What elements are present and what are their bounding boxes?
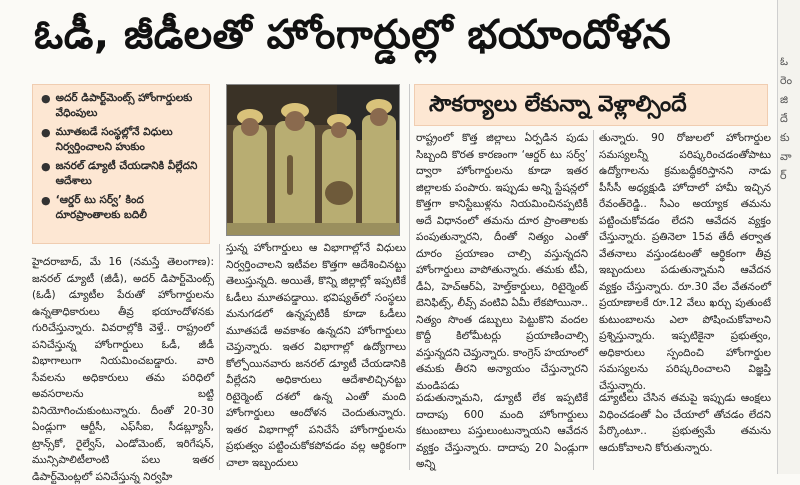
highlight-item	[41, 91, 203, 121]
article-column-2	[226, 240, 406, 469]
headline: ఓడీ, జీడీలతో హోంగార్డుల్లో భయాందోళన	[34, 12, 672, 58]
highlight-text: అదర్ డిపార్ట్‌మెంట్స్ హోంగార్డులకు వేధింపులు	[55, 92, 193, 119]
column-divider	[219, 244, 220, 470]
column-divider	[409, 84, 410, 470]
article-column-4b	[599, 390, 771, 470]
article-column-2b	[416, 390, 588, 470]
column-divider	[593, 130, 594, 470]
home-guards-photo	[226, 84, 400, 236]
highlight-item	[41, 193, 203, 223]
article-column-4	[599, 130, 771, 392]
subheadline-box	[414, 84, 768, 126]
article-paragraph: రాష్ట్రంలో కొత్త జిల్లాలు ఏర్పడిన పుడు సిబ్బంది కొరత కారణంగా ‘ఆర్డర్ టు సర్వ్’ ద్వారా హోంగార్డులను కూడా ఇతర జిల్లాలకు పంపారు. ఇప్పుడు అన్ని స్టేషన్లలో కొత్తగా కానిస్టేబుళ్లను నియమించినప్పటికీ అదే విధానంలో తమను దూర ప్రాంతాలకు పంపుతున్నారని, దీంతో నిత్యం ఎంతో దూరం ప్రయాణం చాల్సి వస్తున్నదని హోంగార్డులు వాపోతున్నారు. తమకు టీఏ, డీఏ, హెచ్‌ఆర్‌ఏ, హెల్త్‌కార్డులు, రిటైర్మెంట్ బెనిఫిట్స్, లీవ్స్ వంటివి ఏమీ లేకపోయినా.. నిత్యం సొంత డబ్బులు పెట్టుకొని వందల కొద్దీ కిలోమీటర్లు ప్రయాణించాల్సి వస్తున్నదని చెప్తున్నారు. కాంగ్రెస్ హయాంలో తమకు తీరని అన్యాయం చేస్తున్నారని మండిపడు	[416, 132, 588, 392]
bullet-icon: ●	[41, 126, 51, 139]
article-paragraph: హైదరాబాద్, మే 16 (నమస్తే తెలంగాణ): జనరల్ డ్యూటీ (జీడీ), అదర్ డిపార్ట్‌మెంట్స్ (ఓడీ) డ్యూటీల పేరుతో హోంగార్డులను ఉన్నతాధికారులు తీవ్ర భయాందోళనకు గురిచేస్తున్నారు. వివరాల్లోకి వెళ్తే.. రాష్ట్రంలో పనిచేస్తున్న హోంగార్డులు ఓడీ, జీడీ విభాగాలుగా నియమించబడ్డారు. వారి సేవలను అధికారులు తమ పరిధిలో అవసరాలను బట్టి వినియోగించుకుంటున్నారు. దీంతో 20-30 ఏండ్లుగా ఆర్టీసీ, ఎఫ్‌సీఐ, సీడబ్ల్యూసీ, ట్రాన్స్‌కో, రైల్వేస్, ఎండోమెంట్, ఇరిగేషన్, మున్సిపాలిటీలాంటి పలు ఇతర డిపార్ట్‌మెంట్లలో పనిచేస్తున్న నిర్వహి	[32, 256, 214, 483]
highlight-text: ‘ఆర్డర్ టు సర్వ్’ కింద దూరప్రాంతాలకు బదిలీ	[55, 194, 147, 221]
subheadline: సౌకర్యాలు లేకున్నా వెళ్లాల్సిందే	[429, 92, 687, 117]
highlight-text: మూతబడే సంస్థల్లోనే విధులు నిర్వర్తించాలని హుకుం	[55, 126, 173, 153]
bullet-icon: ●	[41, 194, 51, 207]
highlight-item	[41, 125, 203, 155]
highlight-text: జనరల్ డ్యూటీ చేయడానికి వీల్లేదని ఆదేశాలు	[55, 160, 198, 187]
article-paragraph: పడుతున్నామని, డ్యూటీ లేక ఇప్పటికే దాదాపు 600 మంది హోంగార్డులు కటుంబాలు పస్తులుంటున్నాయని ఆవేదన వ్యక్తం చేస్తున్నారు. దాదాపు 20 ఏండ్లుగా అన్ని	[416, 392, 588, 470]
bullet-icon: ●	[41, 92, 51, 105]
bullet-icon: ●	[41, 160, 51, 173]
photo-illustration	[227, 85, 399, 235]
highlights-box	[32, 84, 210, 244]
article-paragraph: స్తున్న హోంగార్డులు ఆ విభాగాల్లోనే విధులు నిర్వర్తించాలని ఇటీవల కొత్తగా ఆదేశించినట్టు తెలుస్తున్నది. అయితే, కొన్ని జిల్లాల్లో ఇప్పటికే ఓడీలు మూతపడ్డాయి. భవిష్యత్‌లో సంస్థలు మనుగడలో ఉన్నప్పటికీ కూడా ఓడీలు మూతపడే అవకాశం ఉన్నదని హోంగార్డులు చెప్తున్నారు. ఇతర విభాగాల్లో ఉద్యోగాలు కోల్పోయినవారు జనరల్ డ్యూటీ చేయడానికి వీల్లేదని అధికారులు ఆదేశాలిచ్చినట్టు రిటైర్మెంట్ దశలో ఉన్న ఎంతో మంది హోంగార్డులు ఆందోళన చెందుతున్నారు. ఇతర విభాగాల్లో పనిచేసే హోంగార్డులను ప్రభుత్వం పట్టించుకోకపోవడం వల్ల ఆర్థికంగా చాలా ఇబ్బందులు	[226, 242, 406, 469]
article-column-3	[416, 130, 588, 392]
highlight-item	[41, 159, 203, 189]
adjacent-article-strip	[777, 0, 800, 474]
article-paragraph: తున్నారు. 90 రోజులలో హోంగార్డుల సమస్యలన్నీ పరిష్కరించడంతోపాటు ఉద్యోగాలను క్రమబద్ధీకరిస్తానని నాడు పీసీసీ అధ్యక్షుడి హోదాలో హామీ ఇచ్చిన రేవంత్‌రెడ్డి.. సీఎం అయ్యాక తమను పట్టించుకోవడం లేదని ఆవేదన వ్యక్తం చేస్తున్నారు. ప్రతినెలా 15వ తేదీ తర్వాత వేతనాలు వస్తుండటంతో ఆర్థికంగా తీవ్ర ఇబ్బందులు పడుతున్నామని ఆవేదన వ్యక్తం చేస్తున్నారు. రూ.30 వేల వేతనంలో ప్రయాణాలకే రూ.12 వేలు ఖర్చు పుతుంటే కుటుంబాలను ఎలా పోషించుకోవాలని ప్రశ్నిస్తున్నారు. ఇప్పటికైనా ప్రభుత్వం, అధికారులు స్పందించి హోంగార్డుల సమస్యలను పరిష్కరించాలని విజ్ఞప్తి చేస్తున్నారు.	[599, 132, 771, 392]
article-column-1	[32, 254, 214, 483]
article-paragraph: డ్యూటీలు చేసిన తమపై ఇప్పుడు ఆంక్షలు విధించడంతో ఏం చేయాలో తోచడం లేదని పేర్కొంటూ.. ప్రభుత్వమే తమను ఆదుకోవాలని కోరుతున్నారు.	[599, 392, 771, 454]
adjacent-article-text: ఓ రెం జి దే కు వా ర్	[780, 55, 793, 182]
